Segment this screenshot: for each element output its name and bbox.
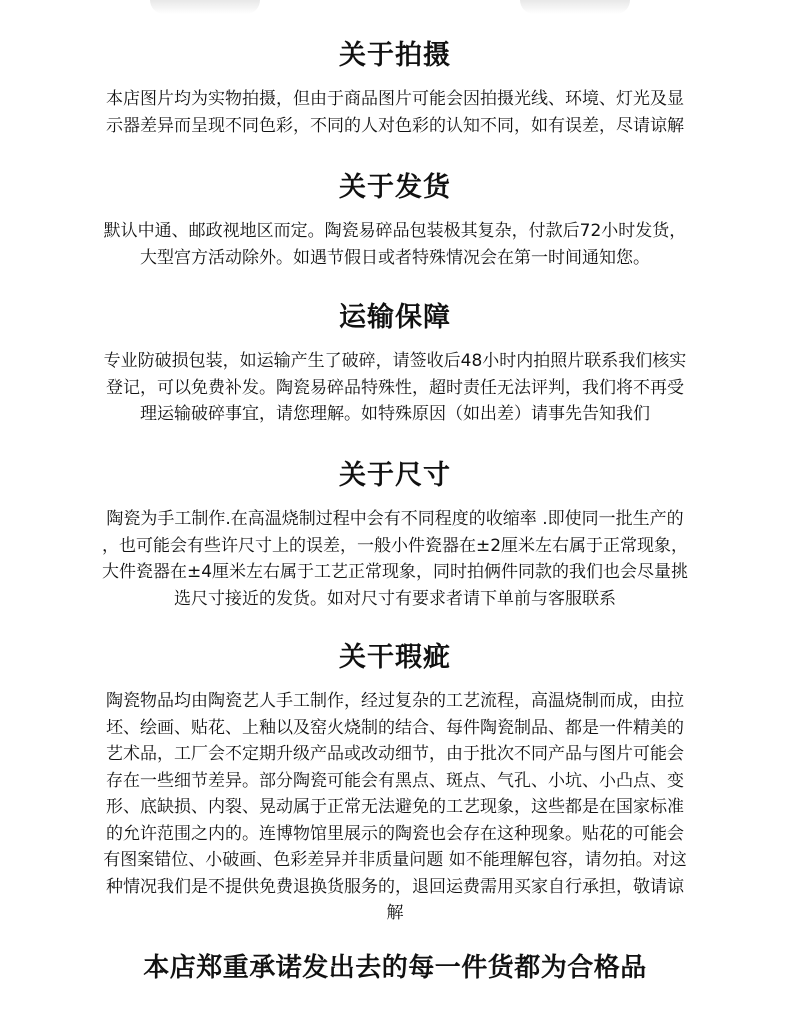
- section-about-photography: [30, 36, 760, 139]
- text-line: 选尺寸接近的发货。如对尺寸有要求者请下单前与客服联系: [174, 588, 616, 609]
- text-line: 存在一些细节差异。部分陶瓷可能会有黑点、斑点、气孔、小坑、小凸点、变: [106, 770, 684, 791]
- quality-promise-heading: 本店郑重承诺发出去的每一件货都为合格品: [143, 953, 647, 983]
- text-line: ，也可能会有些许尺寸上的误差，一般小件瓷器在±2厘米左右属于正常现象，: [101, 535, 689, 556]
- section-title-flaws: 关干瑕疵: [339, 642, 451, 673]
- text-line: 登记，可以免费补发。陶瓷易碎品特殊性，超时责任无法评判，我们将不再受: [106, 377, 684, 398]
- section-body-shipping: [30, 218, 760, 271]
- text-line: 种情况我们是不提供免费退换货服务的，退回运费需用买家自行承担，敬请谅: [106, 876, 684, 897]
- top-product-shadow-right: [520, 0, 630, 14]
- text-line: 的允许范围之内的。连博物馆里展示的陶瓷也会存在这种现象。贴花的可能会: [106, 823, 684, 844]
- section-body-size: [30, 506, 760, 612]
- section-title-photography: 关于拍摄: [339, 40, 451, 71]
- section-title-shipping: 关于发货: [339, 172, 451, 203]
- text-line: 陶瓷物品均由陶瓷艺人手工制作，经过复杂的工艺流程，高温烧制而成，由拉: [106, 691, 684, 711]
- section-body-transport: [30, 348, 760, 428]
- text-line: 艺术品，工厂会不定期升级产品或改动细节，由于批次不同产品与图片可能会: [106, 744, 684, 764]
- section-body-photography: [30, 86, 760, 139]
- text-line: 专业防破损包装，如运输产生了破碎，请签收后48小时内拍照片联系我们核实: [103, 351, 687, 371]
- text-line: 理运输破碎事宜，请您理解。如特殊原因（如出差）请事先告知我们: [140, 404, 650, 424]
- text-line: 本店图片均为实物拍摄，但由于商品图片可能会因拍摄光线、环境、灯光及显: [106, 89, 684, 109]
- text-line: 陶瓷为手工制作.在高温烧制过程中会有不同程度的收缩率 .即使同一批生产的: [106, 509, 684, 529]
- text-line: 大件瓷器在±4厘米左右属于工艺正常现象，同时拍俩件同款的我们也会尽量挑: [101, 562, 689, 582]
- section-about-flaws: [30, 638, 760, 927]
- text-line: 有图案错位、小破画、色彩差异并非质量问题 如不能理解包容，请勿拍。对这: [103, 850, 687, 870]
- top-product-shadow-left: [150, 0, 260, 14]
- text-line: 示器差异而呈现不同色彩，不同的人对色彩的认知不同，如有误差，尽请谅解: [106, 115, 684, 136]
- section-title-size: 关于尺寸: [339, 460, 451, 491]
- text-line: 解: [386, 903, 404, 923]
- section-body-flaws: [30, 688, 760, 927]
- section-transport-guarantee: [30, 298, 760, 428]
- text-line: 默认中通、邮政视地区而定。陶瓷易碎品包装极其复杂，付款后72小时发货，: [103, 221, 687, 241]
- text-line: 形、底缺损、内裂、晃动属于正常无法避免的工艺现象，这些都是在国家标准: [106, 797, 684, 817]
- text-line: 坯、绘画、贴花、上釉以及窑火烧制的结合、每件陶瓷制品、都是一件精美的: [106, 717, 684, 738]
- section-about-size: [30, 456, 760, 612]
- section-title-transport: 运输保障: [339, 302, 451, 333]
- text-line: 大型宫方活动除外。如遇节假日或者特殊情况会在第一时间通知您。: [140, 247, 650, 268]
- section-about-shipping: [30, 168, 760, 271]
